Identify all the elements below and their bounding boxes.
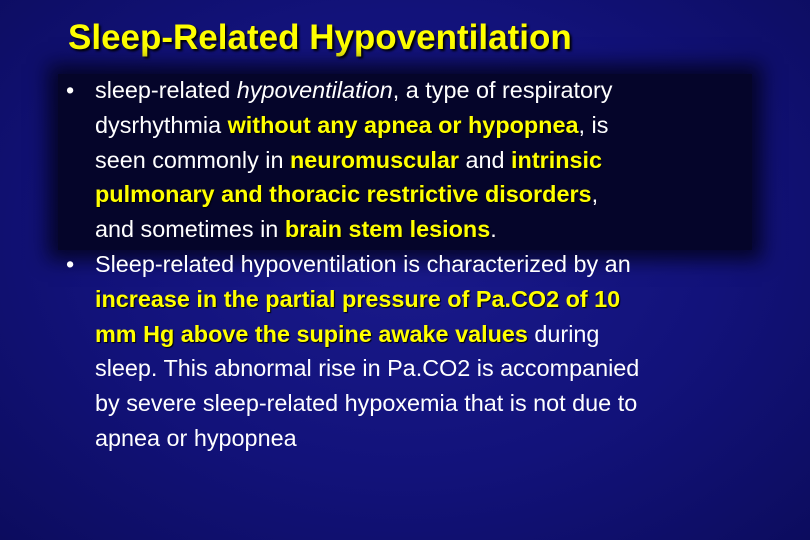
bullet-dot-icon: • bbox=[66, 250, 75, 277]
bullet1-line2 bbox=[95, 108, 754, 143]
bullet1-line5 bbox=[95, 212, 754, 247]
bullet1-text: dysrhythmia bbox=[95, 111, 228, 138]
bullet1-line1 bbox=[95, 73, 754, 108]
bullet1-highlight: neuromuscular bbox=[290, 146, 459, 173]
bullet1-text: . bbox=[490, 216, 497, 243]
bullet1-text: and sometimes in bbox=[95, 216, 285, 243]
bullet2-line5: by severe sleep-related hypoxemia that is not due to bbox=[95, 390, 638, 417]
bullet1-highlight: without any apnea or hypopnea bbox=[227, 111, 579, 138]
bullet1-text: sleep-related bbox=[95, 77, 237, 103]
bullet1-line4 bbox=[95, 177, 754, 212]
bullet2-line6: apnea or hypopnea bbox=[95, 424, 297, 451]
bullet-dot-icon: • bbox=[66, 77, 75, 103]
bullet-item-1 bbox=[64, 73, 754, 247]
bullet1-text: and bbox=[459, 146, 512, 173]
bullet-list bbox=[64, 73, 754, 456]
bullet1-line3 bbox=[95, 143, 754, 178]
bullet1-text: seen commonly in bbox=[95, 146, 291, 173]
bullet1-text: , bbox=[591, 181, 599, 208]
bullet1-text: , a type of respiratory bbox=[392, 77, 613, 103]
bullet2-highlight: mm Hg above the supine awake values bbox=[95, 320, 528, 347]
bullet1-highlight: intrinsic bbox=[511, 146, 603, 173]
bullet2-line2: increase in the partial pressure of Pa.CO2 of 10 bbox=[95, 285, 621, 312]
slide-title: Sleep-Related Hypoventilation bbox=[68, 18, 572, 57]
bullet2-line4: sleep. This abnormal rise in Pa.CO2 is accompanied bbox=[95, 355, 640, 382]
bullet1-highlight: brain stem lesions bbox=[284, 216, 491, 243]
bullet-item-2 bbox=[64, 247, 754, 456]
bullet1-highlight: pulmonary and thoracic restrictive disorders bbox=[95, 181, 592, 208]
bullet2-line3 bbox=[95, 317, 754, 352]
bullet1-text: , is bbox=[578, 111, 609, 138]
bullet2-text: during bbox=[527, 320, 600, 347]
bullet1-italic-term: hypoventilation bbox=[236, 77, 393, 103]
bullet2-line1: Sleep-related hypoventilation is characterized by an bbox=[95, 250, 631, 277]
